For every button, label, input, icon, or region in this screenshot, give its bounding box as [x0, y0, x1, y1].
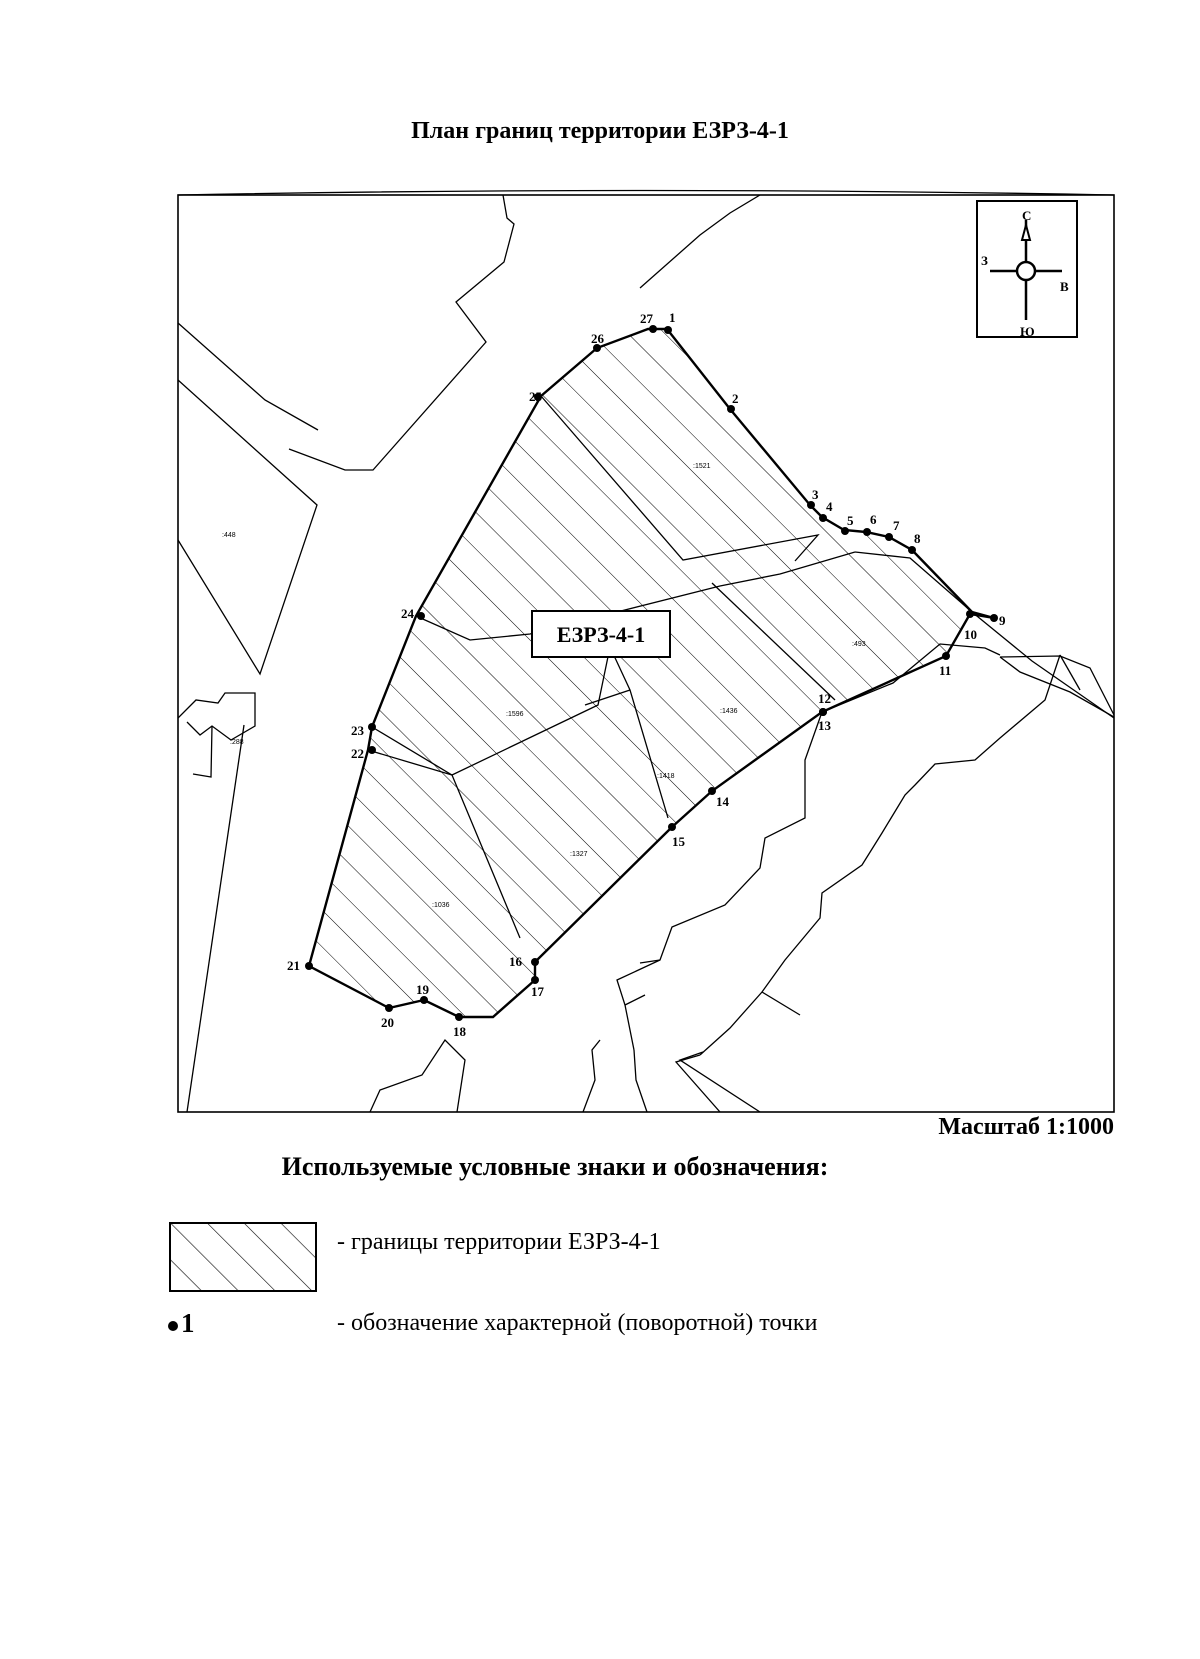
point-label: 4	[826, 499, 833, 514]
point-label: 16	[509, 954, 522, 969]
point-label: 25	[529, 389, 542, 404]
legend-point-symbol	[168, 1308, 195, 1339]
compass-west: З	[981, 253, 988, 268]
point-label: 8	[914, 531, 921, 546]
legend-point-text: - обозначение характерной (поворотной) точки	[337, 1310, 818, 1336]
point-label: 21	[287, 958, 300, 973]
parcel-label: :288	[230, 739, 244, 746]
point-label: 17	[531, 984, 544, 999]
legend-title: Используемые условные знаки и обозначения:	[281, 1152, 829, 1181]
compass-south: Ю	[1020, 324, 1035, 339]
point-label: 20	[381, 1015, 394, 1030]
parcel-label: :1327	[570, 851, 588, 858]
point-label: 11	[939, 663, 952, 678]
parcel-label: :1418	[657, 773, 675, 780]
legend-hatch-swatch	[169, 1222, 317, 1292]
page-title: План границ территории ЕЗРЗ-4-1	[411, 118, 789, 144]
point-label: 13	[818, 718, 831, 733]
point-label: 15	[672, 834, 685, 849]
parcel-label: :493	[852, 641, 866, 648]
legend-hatch-text: - границы территории ЕЗРЗ-4-1	[337, 1229, 661, 1255]
compass-north: С	[1022, 208, 1032, 223]
map-scale: Масштаб 1:1000	[938, 1114, 1114, 1140]
compass-east: В	[1060, 279, 1069, 294]
point-label: 12	[818, 691, 831, 706]
point-label: 9	[999, 613, 1006, 628]
point-label: 5	[847, 513, 854, 528]
point-marker-icon	[168, 1321, 178, 1331]
point-label: 27	[640, 311, 653, 326]
legend-point-number: 1	[181, 1308, 195, 1338]
point-label: 18	[453, 1024, 466, 1039]
parcel-label: :1596	[506, 711, 524, 718]
point-label: 3	[812, 487, 819, 502]
point-label: 7	[893, 518, 900, 533]
point-label: 22	[351, 746, 364, 761]
point-label: 1	[669, 310, 676, 325]
point-label: 23	[351, 723, 364, 738]
territory-label-box	[532, 611, 670, 657]
parcel-label: :1036	[432, 902, 450, 909]
parcel-label: :1521	[693, 463, 711, 470]
compass-rose	[977, 201, 1077, 339]
point-label: 14	[716, 794, 729, 809]
point-label: 2	[732, 391, 739, 406]
territory-label: ЕЗРЗ-4-1	[556, 622, 646, 647]
point-label: 19	[416, 982, 429, 997]
point-label: 6	[870, 512, 877, 527]
point-label: 10	[964, 627, 977, 642]
parcel-label: :1436	[720, 708, 738, 715]
point-label: 26	[591, 331, 604, 346]
point-label: 24	[401, 606, 414, 621]
parcel-label: :448	[222, 532, 236, 539]
